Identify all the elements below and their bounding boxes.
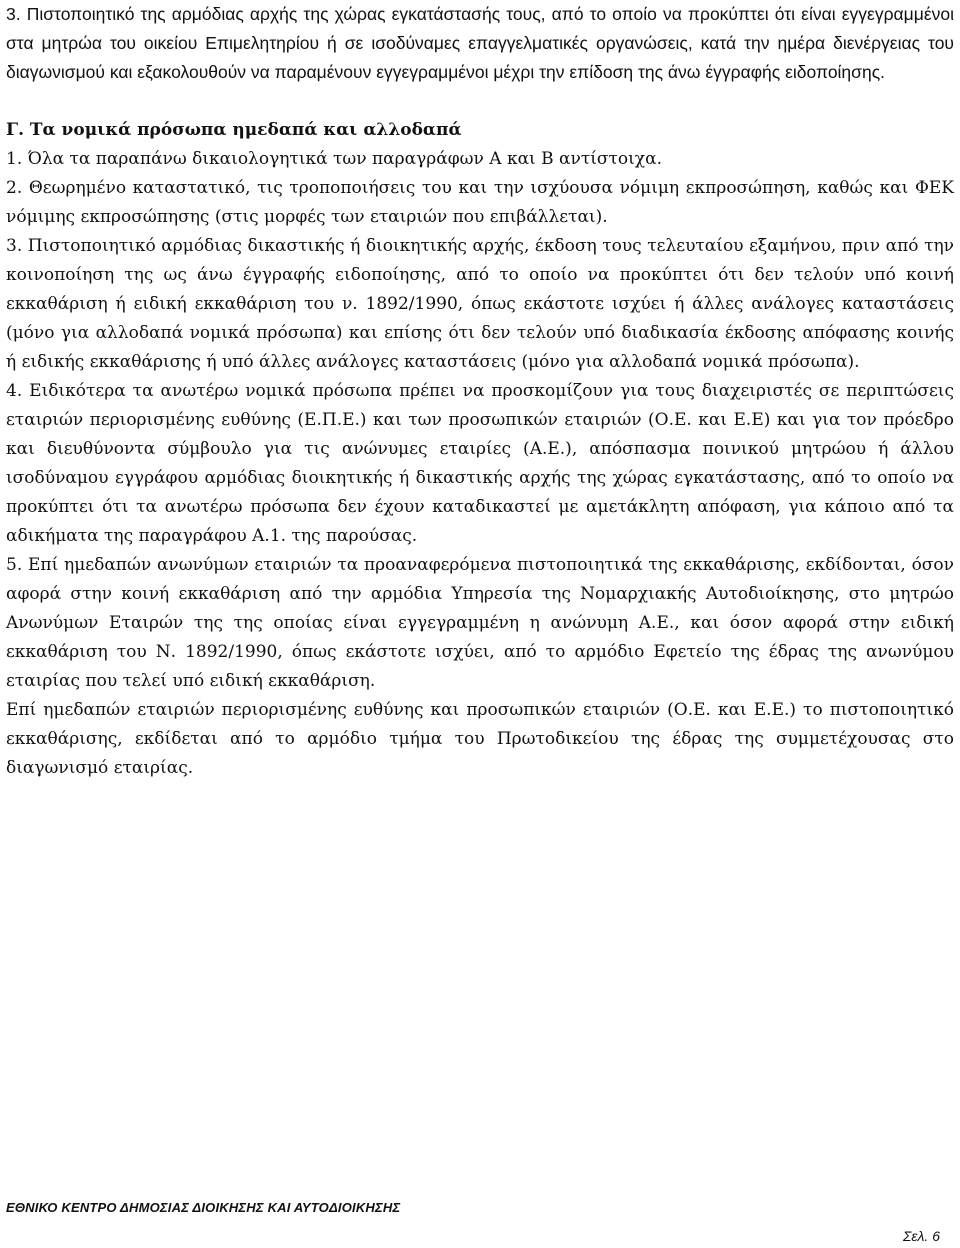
list-item-5-continuation: Επί ημεδαπών εταιριών περιορισμένης ευθύνης και προσωπικών εταιριών (Ο.Ε. και Ε.Ε.) το πιστοποιητικό εκκαθάρισης, εκδίδεται από το αρμόδιο τμήμα του Πρωτοδικείου της έδρας της συμμετέχουσας στο διαγωνισμό εταιρίας. [6, 700, 954, 778]
list-item-4: 4. Ειδικότερα τα ανωτέρω νομικά πρόσωπα πρέπει να προσκομίζουν για τους διαχειριστές σε περιπτώσεις εταιριών περιορισμένης ευθύνης (Ε.Π.Ε.) και των προσωπικών εταιριών (Ο.Ε. και Ε.Ε) και για τον πρόεδρο και διευθύνοντα σύμβουλο για τις ανώνυμες εταιρίες (Α.Ε.), απόσπασμα ποινικού μητρώου ή άλλου ισοδύναμου εγγράφου αρμόδιας διοικητικής ή δικαστικής αρχής της χώρας εγκατάστασης, από το οποίο να προκύπτει ότι τα ανωτέρω πρόσωπα δεν έχουν καταδικαστεί με αμετάκλητη απόφαση, για κάποιο από τα αδικήματα της παραγράφου Α.1. της παρούσας. [6, 381, 954, 546]
section-heading: Γ. Τα νομικά πρόσωπα ημεδαπά και αλλοδαπά [6, 120, 462, 140]
document-page [6, 0, 954, 783]
page-number: Σελ. 6 [902, 1228, 940, 1244]
footer-organization: ΕΘΝΙΚΟ ΚΕΝΤΡΟ ΔΗΜΟΣΙΑΣ ΔΙΟΙΚΗΣΗΣ ΚΑΙ ΑΥΤΟΔΙΟΙΚΗΣΗΣ [6, 1200, 401, 1215]
list-item-3: 3. Πιστοποιητικό αρμόδιας δικαστικής ή διοικητικής αρχής, έκδοση τους τελευταίου εξαμήνου, πριν από την κοινοποίηση της ως άνω έγγραφής ειδοποίησης, από το οποίο να προκύπτει ότι δεν τελούν υπό κοινή εκκαθάριση ή ειδική εκκαθάριση του ν. 1892/1990, όπως εκάστοτε ισχύει ή άλλες ανάλογες καταστάσεις (μόνο για αλλοδαπά νομικά πρόσωπα) και επίσης ότι δεν τελούν υπό διαδικασία έκδοσης απόφασης κοινής ή ειδικής εκκαθάρισης ή υπό άλλες ανάλογες καταστάσεις (μόνο για αλλοδαπά νομικά πρόσωπα). [6, 236, 954, 372]
paragraph-gap [6, 87, 954, 116]
list-item-5: 5. Επί ημεδαπών ανωνύμων εταιριών τα προαναφερόμενα πιστοποιητικά της εκκαθάρισης, εκδίδονται, όσον αφορά στην κοινή εκκαθάριση από την αρμόδια Υπηρεσία της Νομαρχιακής Αυτοδιοίκησης, στο μητρώο Ανωνύμων Εταιρών της της οποίας είναι εγγεγραμμένη η ανώνυμη Α.Ε., και όσον αφορά στην ειδική εκκαθάριση του Ν. 1892/1990, όπως εκάστοτε ισχύει, από το αρμόδιο Εφετείο της έδρας της ανωνύμου εταιρίας που τελεί υπό ειδική εκκαθάριση. [6, 555, 954, 691]
list-item-2: 2. Θεωρημένο καταστατικό, τις τροποποιήσεις του και την ισχύουσα νόμιμη εκπροσώπηση, καθώς και ΦΕΚ νόμιμης εκπροσώπησης (στις μορφές των εταιριών που επιβάλλεται). [6, 178, 954, 227]
list-item-1: 1. Όλα τα παραπάνω δικαιολογητικά των παραγράφων Α και Β αντίστοιχα. [6, 149, 662, 169]
intro-paragraph: 3. Πιστοποιητικό της αρμόδιας αρχής της χώρας εγκατάστασής τους, από το οποίο να προκύπτει ότι είναι εγγεγραμμένοι στα μητρώα του οικείου Επιμελητηρίου ή σε ισοδύναμες επαγγελματικές οργανώσεις, κατά την ημέρα διενέργειας του διαγωνισμού και εξακολουθούν να παραμένουν εγγεγραμμένοι μέχρι την επίδοση της άνω έγγραφής ειδοποίησης. [6, 4, 954, 82]
